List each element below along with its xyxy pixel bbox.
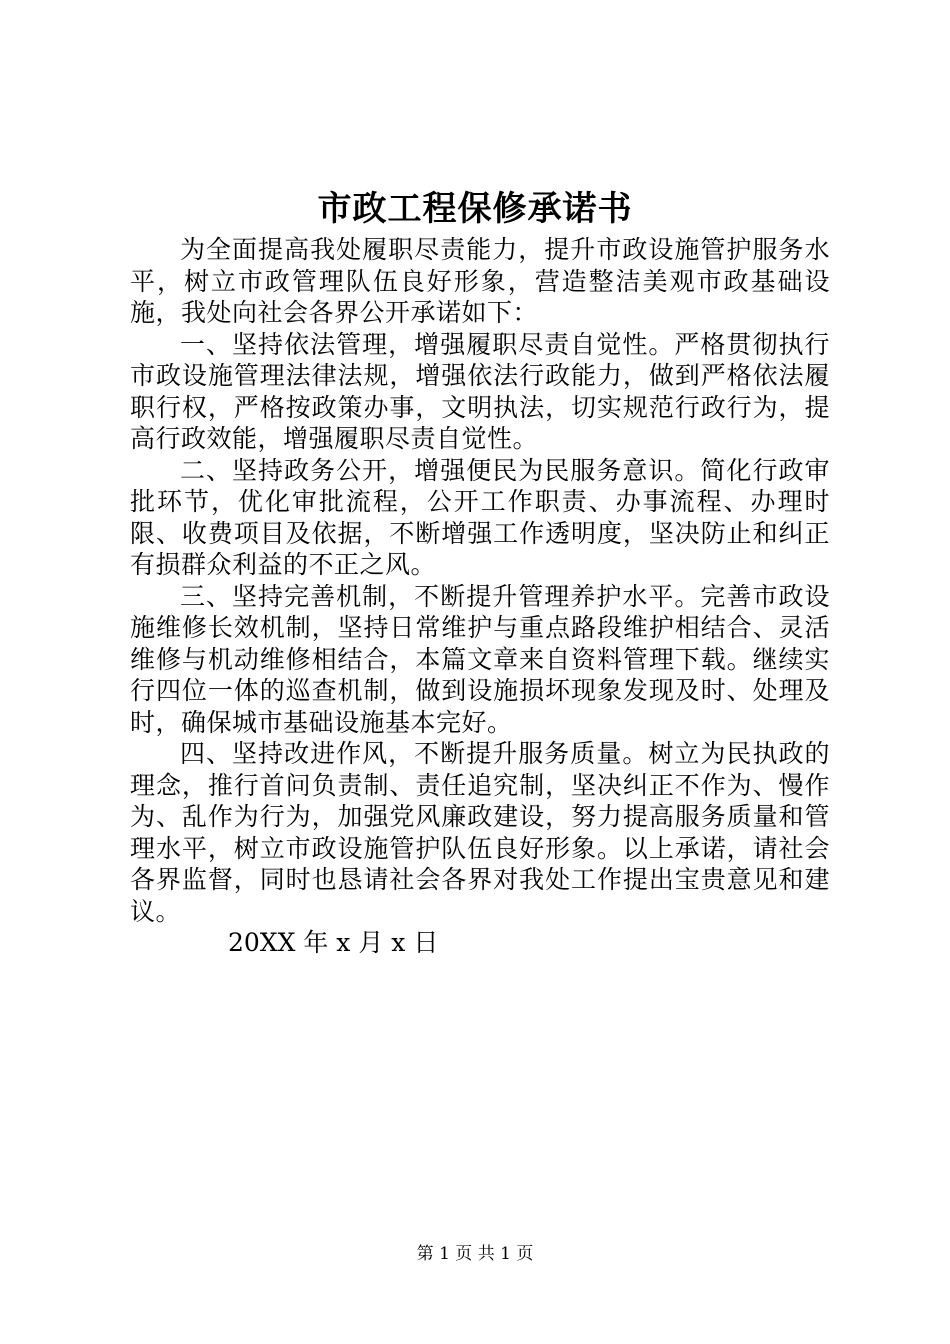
commitment-paragraph-1: 一、坚持依法管理，增强履职尽责自觉性。严格贯彻执行市政设施管理法律法规，增强依法行政能力，做到严格依法履职行权，严格按政策办事，文明执法，切实规范行政行为，提高行政效能，增强履职尽责自觉性。 <box>130 329 830 453</box>
document-title: 市政工程保修承诺书 <box>317 189 633 229</box>
document-date: 20XX 年 x 月 x 日 <box>228 928 439 957</box>
commitment-paragraph-3: 三、坚持完善机制，不断提升管理养护水平。完善市政设施维修长效机制，坚持日常维护与重点路段维护相结合、灵活维修与机动维修相结合，本篇文章来自资料管理下载。继续实行四位一体的巡查机制，做到设施损坏现象发现及时、处理及时，确保城市基础设施基本完好。 <box>130 581 830 737</box>
commitment-paragraph-2: 二、坚持政务公开，增强便民为民服务意识。简化行政审批环节，优化审批流程，公开工作职责、办事流程、办理时限、收费项目及依据，不断增强工作透明度，坚决防止和纠正有损群众利益的不正之风。 <box>130 455 830 579</box>
intro-paragraph: 为全面提高我处履职尽责能力，提升市政设施管护服务水平，树立市政管理队伍良好形象，营造整洁美观市政基础设施，我处向社会各界公开承诺如下： <box>130 235 830 327</box>
document-body <box>130 234 830 959</box>
commitment-paragraph-4: 四、坚持改进作风，不断提升服务质量。树立为民执政的理念，推行首问负责制、责任追究制，坚决纠正不作为、慢作为、乱作为行为，加强党风廉政建设，努力提高服务质量和管理水平，树立市政设施管护队伍良好形象。以上承诺，请社会各界监督，同时也恳请社会各界对我处工作提出宝贵意见和建议。 <box>130 739 830 926</box>
page-footer: 第 1 页 共 1 页 <box>416 1244 534 1264</box>
